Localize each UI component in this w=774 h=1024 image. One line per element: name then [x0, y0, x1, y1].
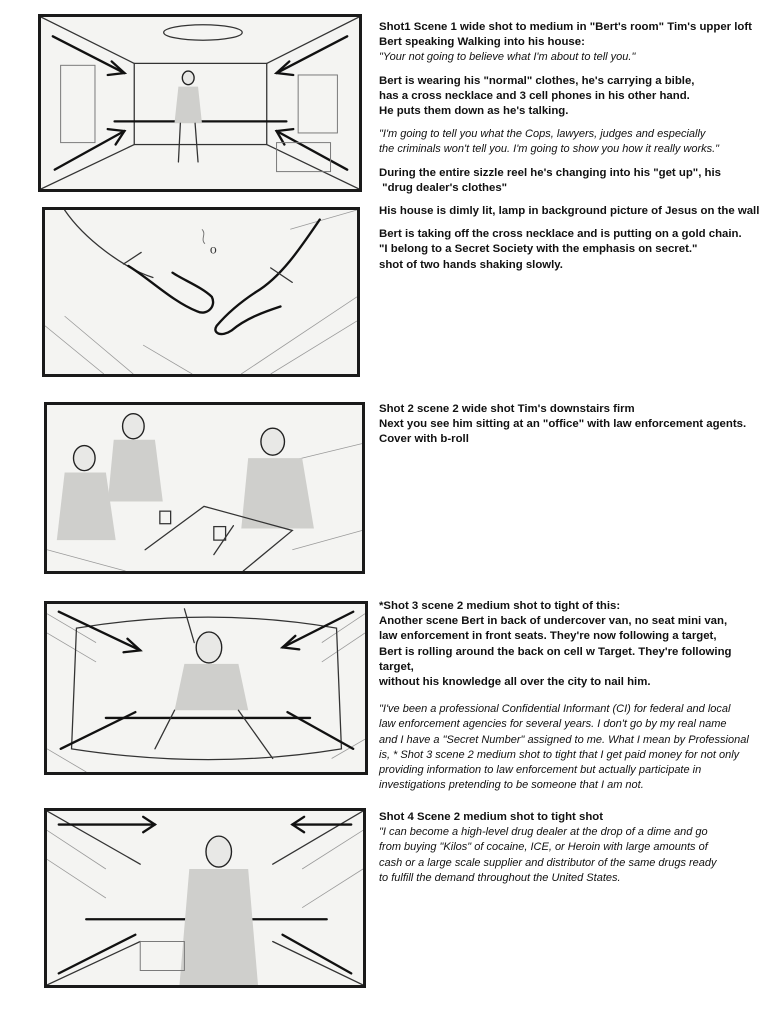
shot-1-chain-line: Bert is taking off the cross necklace and is putting on a gold chain. — [379, 228, 742, 241]
shot-3-quote-line: "I've been a professional Confidential Informant (CI) for federal and local — [379, 703, 731, 716]
van-sketch — [47, 604, 365, 772]
shot-1-action: Bert speaking Walking into his house: — [379, 36, 585, 49]
shot-4-quote-line: to fulfill the demand throughout the United States. — [379, 871, 621, 884]
shot-3-line: without his knowledge all over the city to nail him. — [379, 676, 651, 689]
shot-3-line: Bert is rolling around the back on cell w Target. They're following target, — [379, 645, 732, 673]
shot-2-line: Next you see him sitting at an "office" with law enforcement agents. — [379, 418, 747, 431]
shot-1-quote-line: the criminals won't tell you. I'm going to show you how it really works." — [379, 143, 720, 156]
shot-2-line: Shot 2 scene 2 wide shot Tim's downstairs firm — [379, 403, 635, 415]
storyboard-panel-shot-3-van — [44, 601, 368, 775]
storyboard-panel-shot-4 — [44, 808, 366, 988]
shot-3-description — [379, 599, 769, 793]
room-sketch — [41, 17, 359, 189]
shot-3-quote-line: providing information to law enforcement but actually participate in — [379, 764, 702, 777]
shot-3-line: Another scene Bert in back of undercover van, no seat mini van, — [379, 615, 728, 628]
shot4-sketch — [47, 811, 363, 985]
shot-4-quote-line: cash or a large scale supplier and distributor of the same drugs ready — [379, 856, 717, 869]
shot-3-quote-line: investigations pretending to be someone that I am not. — [379, 779, 644, 792]
storyboard-panel-shot-2-office — [44, 402, 365, 574]
shot-1-chain-line: shot of two hands shaking slowly. — [379, 258, 563, 271]
shot-4-heading: Shot 4 Scene 2 medium shot to tight shot — [379, 811, 604, 823]
storyboard-panel-handshake — [42, 207, 360, 377]
shot-1-desc-line: has a cross necklace and 3 cell phones in his other hand. — [379, 89, 690, 102]
shot-2-line: Cover with b-roll — [379, 433, 469, 446]
office-sketch — [47, 405, 362, 571]
shot-3-quote-line: law enforcement agencies for several years. I don't go by my real name — [379, 718, 727, 731]
shot-1-heading: Shot1 Scene 1 wide shot to medium in "Bert's room" Tim's upper loft — [379, 21, 752, 33]
shot-1-quote-line: "I'm going to tell you what the Cops, lawyers, judges and especially — [379, 128, 706, 141]
shot-4-quote-line: from buying "Kilos" of cocaine, ICE, or Heroin with large amounts of — [379, 841, 708, 854]
shot-1-description — [379, 20, 769, 273]
shot-3-quote-line: and I have a "Secret Number" assigned to me. What I mean by Professional — [379, 733, 749, 746]
shot-1-desc-line: He puts them down as he's talking. — [379, 105, 569, 118]
shot-1-quote: "Your not going to believe what I'm about to tell you." — [379, 51, 636, 64]
storyboard-panel-shot-1-room — [38, 14, 362, 192]
handshake-sketch — [45, 210, 357, 374]
shot-3-quote-line: is, * Shot 3 scene 2 medium shot to tight that I get paid money for not only — [379, 748, 740, 761]
shot-3-line: *Shot 3 scene 2 medium shot to tight of this: — [379, 600, 621, 612]
shot-4-quote-line: "I can become a high-level drug dealer at the drop of a dime and go — [379, 826, 708, 839]
shot-1-sizzle-line: "drug dealer's clothes" — [379, 181, 508, 194]
shot-1-desc-line: Bert is wearing his "normal" clothes, he's carrying a bible, — [379, 74, 695, 87]
shot-1-house: His house is dimly lit, lamp in background picture of Jesus on the wall — [379, 205, 760, 218]
shot-1-sizzle-line: During the entire sizzle reel he's changing into his "get up", his — [379, 166, 721, 179]
svg-text:o: o — [209, 241, 217, 257]
shot-1-chain-line: "I belong to a Secret Society with the emphasis on secret." — [379, 243, 698, 256]
shot-3-line: law enforcement in front seats. They're now following a target, — [379, 630, 717, 643]
shot-4-description — [379, 810, 769, 886]
shot-2-description — [379, 402, 769, 448]
